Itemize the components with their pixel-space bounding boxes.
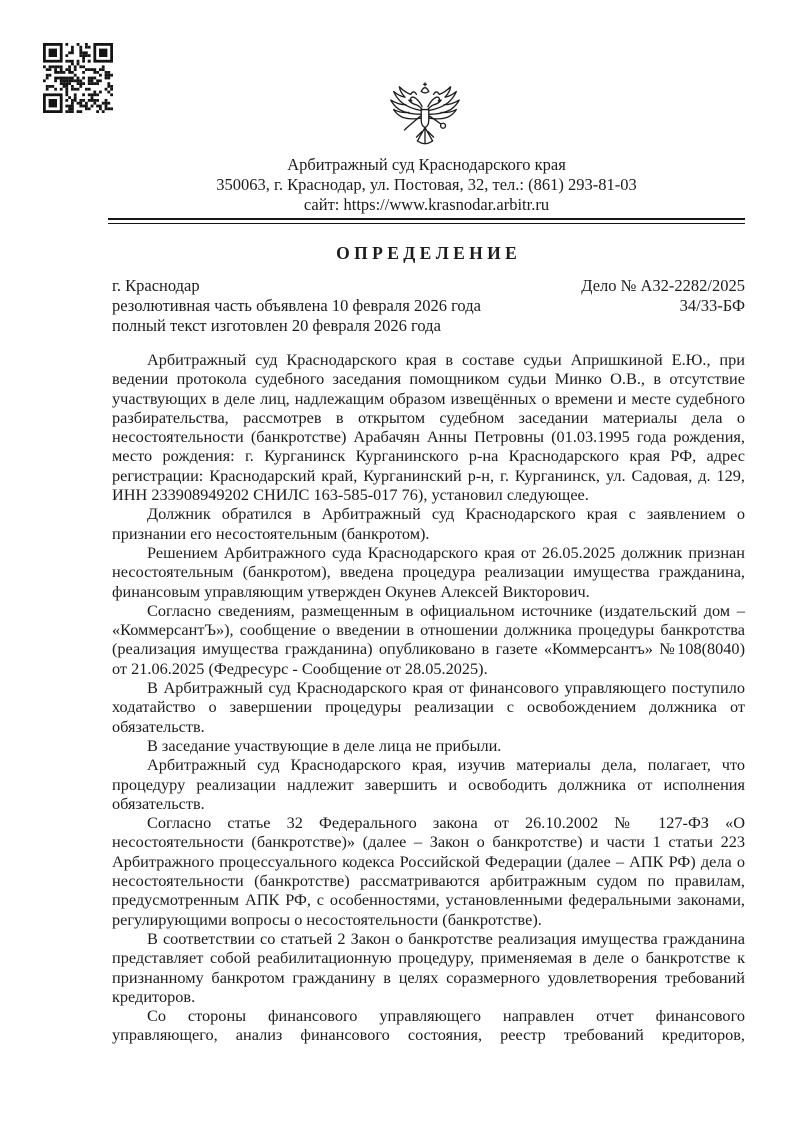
body-paragraph: Решением Арбитражного суда Краснодарского края от 26.05.2025 должник признан несостоятельным (банкротом), введена процедура реализации имущества гражданина, финансовым управляющим утвержден Окунев Алексей Викторович. — [112, 542, 745, 601]
meta-announced-line: резолютивная часть объявлена 10 февраля 2026 года — [112, 296, 481, 315]
meta-right-column — [581, 276, 745, 336]
court-address: 350063, г. Краснодар, ул. Постовая, 32, тел.: (861) 293-81-03 — [216, 175, 637, 194]
case-number: Дело № А32-2282/2025 — [581, 276, 745, 295]
body-paragraph: Согласно статье 32 Федерального закона от 26.10.2002 № 127-ФЗ «О несостоятельности (банкротстве)» (далее – Закон о банкротстве) и части 1 статьи 223 Арбитражного процессуального кодекса Российской Федерации (далее – АПК РФ) дела о несостоятельности (банкротстве) рассматриваются арбитражным судом по правилам, предусмотренным АПК РФ, с особенностями, установленными федеральными законами, регулирующими вопросы о несостоятельности (банкротстве). — [112, 813, 745, 929]
qr-code-icon — [43, 43, 113, 113]
document-title: О П Р Е Д Е Л Е Н И Е — [336, 243, 517, 263]
body-paragraph: Арбитражный суд Краснодарского края в составе судьи Апришкиной Е.Ю., при ведении протокола судебного заседания помощником судьи Минко О.В., в отсутствие участвующих в деле лиц, надлежащим образом извещённых о времени и месте судебного разбирательства, рассмотрев в открытом судебном заседании материалы дела о несостоятельности (банкротстве) Арабачян Анны Петровны (01.03.1995 года рождения, место рождения: г. Курганинск Курганинского р-на Краснодарского края РФ, адрес регистрации: Краснодарский край, Курганинский р-н, г. Курганинск, ул. Садовая, д. 129, ИНН 233908949202 СНИЛС 163-585-017 76), установил следующее. — [112, 350, 745, 505]
court-name: Арбитражный суд Краснодарского края — [287, 155, 566, 174]
case-code: 34/33-БФ — [679, 296, 745, 315]
meta-left-column — [112, 276, 481, 336]
coat-of-arms-russia-icon — [377, 82, 473, 158]
header-divider — [108, 218, 745, 224]
body-paragraph: Арбитражный суд Краснодарского края, изучив материалы дела, полагает, что процедуру реализации надлежит завершить и освободить должника от исполнения обязательств. — [112, 755, 745, 813]
meta-city: г. Краснодар — [112, 276, 200, 295]
meta-full-text-line: полный текст изготовлен 20 февраля 2026 года — [112, 316, 441, 335]
body-paragraph: В соответствии со статьей 2 Закон о банкротстве реализация имущества гражданина представляет собой реабилитационную процедуру, применяемая в деле о банкротстве к признанному банкротом гражданину в целях соразмерного удовлетворения требований кредиторов. — [112, 928, 745, 1006]
case-meta-block — [112, 276, 745, 336]
body-paragraph: В заседание участвующие в деле лица не прибыли. — [147, 735, 502, 755]
body-paragraph: В Арбитражный суд Краснодарского края от финансового управляющего поступило ходатайство о завершении процедуры реализации с освобождением должника от обязательств. — [112, 678, 745, 736]
body-paragraph: Согласно сведениям, размещенным в официальном источнике (издательский дом – «КоммерсантЪ»), сообщение о введении в отношении должника процедуры банкротства (реализация имущества гражданина) опубликовано в газете «Коммерсантъ» №108(8040) от 21.06.2025 (Федресурс - Сообщение от 28.05.2025). — [112, 600, 745, 678]
court-website: сайт: https://www.krasnodar.arbitr.ru — [303, 195, 550, 214]
body-paragraph: Должник обратился в Арбитражный суд Краснодарского края с заявлением о признании его несостоятельным (банкротом). — [112, 504, 745, 543]
document-body — [112, 350, 745, 1045]
court-header — [108, 155, 745, 215]
body-paragraph: Со стороны финансового управляющего направлен отчет финансового управляющего, анализ финансового состояния, реестр требований кредиторов, — [112, 1006, 745, 1045]
